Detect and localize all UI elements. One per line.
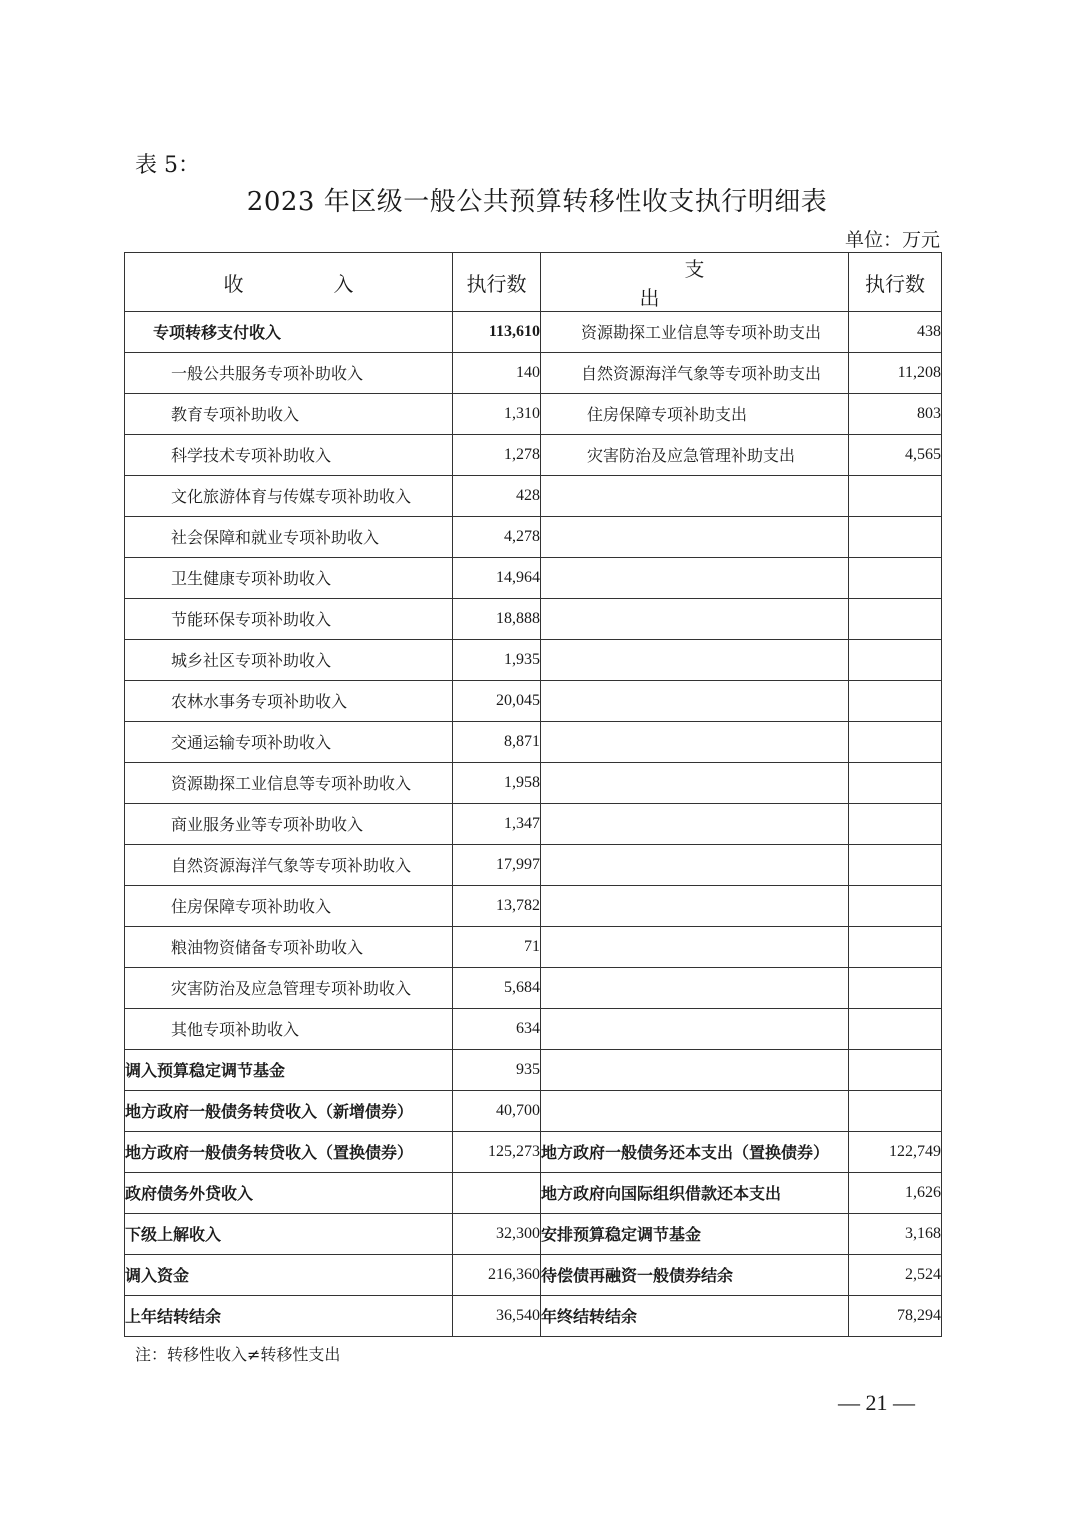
table-number: 表 5： — [135, 153, 200, 178]
expense-item: 住房保障专项补助支出 — [541, 394, 849, 435]
expense-item — [541, 599, 849, 640]
income-item: 政府债务外贷收入 — [125, 1173, 453, 1214]
table-row — [125, 435, 942, 476]
income-amount: 140 — [453, 353, 541, 394]
expense-amount: 122,749 — [849, 1132, 942, 1173]
expense-amount — [849, 1009, 942, 1050]
table-row — [125, 968, 942, 1009]
expense-amount: 1,626 — [849, 1173, 942, 1214]
income-item: 自然资源海洋气象等专项补助收入 — [125, 845, 453, 886]
expense-item — [541, 1050, 849, 1091]
expense-item — [541, 681, 849, 722]
income-amount-header: 执行数 — [453, 253, 541, 312]
income-item: 粮油物资储备专项补助收入 — [125, 927, 453, 968]
expense-item: 资源勘探工业信息等专项补助支出 — [541, 312, 849, 353]
expense-amount — [849, 886, 942, 927]
income-amount: 216,360 — [453, 1255, 541, 1296]
income-item: 一般公共服务专项补助收入 — [125, 353, 453, 394]
income-amount: 36,540 — [453, 1296, 541, 1337]
expense-amount: 438 — [849, 312, 942, 353]
expense-amount: 3,168 — [849, 1214, 942, 1255]
income-item: 社会保障和就业专项补助收入 — [125, 517, 453, 558]
expense-item: 地方政府一般债务还本支出（置换债券） — [541, 1132, 849, 1173]
table-row — [125, 1050, 942, 1091]
table-row — [125, 763, 942, 804]
table-row — [125, 1009, 942, 1050]
table-row — [125, 312, 942, 353]
income-amount: 1,278 — [453, 435, 541, 476]
income-item: 科学技术专项补助收入 — [125, 435, 453, 476]
expense-item — [541, 640, 849, 681]
income-amount: 634 — [453, 1009, 541, 1050]
expense-amount — [849, 1050, 942, 1091]
expense-amount — [849, 681, 942, 722]
expense-amount: 78,294 — [849, 1296, 942, 1337]
expense-item — [541, 1009, 849, 1050]
income-item: 卫生健康专项补助收入 — [125, 558, 453, 599]
income-item: 商业服务业等专项补助收入 — [125, 804, 453, 845]
income-header: 收入 — [125, 253, 453, 312]
income-amount: 17,997 — [453, 845, 541, 886]
income-item: 地方政府一般债务转贷收入（新增债券） — [125, 1091, 453, 1132]
expense-amount — [849, 722, 942, 763]
table-row — [125, 886, 942, 927]
expense-amount — [849, 1091, 942, 1132]
expense-amount — [849, 558, 942, 599]
expense-amount — [849, 763, 942, 804]
expense-item — [541, 804, 849, 845]
income-amount: 1,347 — [453, 804, 541, 845]
expense-amount: 2,524 — [849, 1255, 942, 1296]
page-number: — 21 — — [838, 1390, 915, 1415]
income-amount: 935 — [453, 1050, 541, 1091]
income-amount: 13,782 — [453, 886, 541, 927]
table-note: 注：转移性收入≠转移性支出 — [135, 1345, 341, 1364]
income-amount: 40,700 — [453, 1091, 541, 1132]
income-amount: 113,610 — [453, 312, 541, 353]
expense-item — [541, 968, 849, 1009]
expense-item — [541, 886, 849, 927]
table-row — [125, 640, 942, 681]
income-item: 文化旅游体育与传媒专项补助收入 — [125, 476, 453, 517]
table-row — [125, 804, 942, 845]
expense-amount — [849, 517, 942, 558]
income-item: 灾害防治及应急管理专项补助收入 — [125, 968, 453, 1009]
income-amount: 71 — [453, 927, 541, 968]
expense-item — [541, 1091, 849, 1132]
income-item: 节能环保专项补助收入 — [125, 599, 453, 640]
table-row — [125, 845, 942, 886]
income-amount: 1,958 — [453, 763, 541, 804]
income-item: 地方政府一般债务转贷收入（置换债券） — [125, 1132, 453, 1173]
expense-item — [541, 845, 849, 886]
table-row — [125, 927, 942, 968]
income-amount: 14,964 — [453, 558, 541, 599]
table-row — [125, 1255, 942, 1296]
expense-amount — [849, 640, 942, 681]
income-amount: 8,871 — [453, 722, 541, 763]
table-row — [125, 558, 942, 599]
income-item: 教育专项补助收入 — [125, 394, 453, 435]
expense-amount — [849, 804, 942, 845]
expense-amount — [849, 968, 942, 1009]
income-item: 农林水事务专项补助收入 — [125, 681, 453, 722]
income-amount: 1,935 — [453, 640, 541, 681]
income-item: 交通运输专项补助收入 — [125, 722, 453, 763]
table-row — [125, 517, 942, 558]
table-row — [125, 476, 942, 517]
income-amount: 1,310 — [453, 394, 541, 435]
expense-item — [541, 517, 849, 558]
expense-item: 灾害防治及应急管理补助支出 — [541, 435, 849, 476]
income-item: 下级上解收入 — [125, 1214, 453, 1255]
income-item: 资源勘探工业信息等专项补助收入 — [125, 763, 453, 804]
table-row — [125, 599, 942, 640]
income-amount: 5,684 — [453, 968, 541, 1009]
table-row — [125, 1132, 942, 1173]
income-amount: 4,278 — [453, 517, 541, 558]
expense-item — [541, 722, 849, 763]
table-row — [125, 681, 942, 722]
expense-amount: 11,208 — [849, 353, 942, 394]
income-amount: 18,888 — [453, 599, 541, 640]
income-amount — [453, 1173, 541, 1214]
table-row — [125, 394, 942, 435]
income-item: 上年结转结余 — [125, 1296, 453, 1337]
expense-item: 地方政府向国际组织借款还本支出 — [541, 1173, 849, 1214]
table-row — [125, 1091, 942, 1132]
expense-item: 安排预算稳定调节基金 — [541, 1214, 849, 1255]
table-row — [125, 1173, 942, 1214]
expense-amount — [849, 845, 942, 886]
expense-item — [541, 763, 849, 804]
table-row — [125, 353, 942, 394]
unit-label: 单位：万元 — [844, 229, 940, 251]
expense-amount: 803 — [849, 394, 942, 435]
income-item: 专项转移支付收入 — [125, 312, 453, 353]
expense-item: 待偿债再融资一般债券结余 — [541, 1255, 849, 1296]
income-amount: 20,045 — [453, 681, 541, 722]
expense-item: 年终结转结余 — [541, 1296, 849, 1337]
table-row — [125, 1214, 942, 1255]
header-row — [125, 253, 942, 312]
expense-item — [541, 927, 849, 968]
document-title: 2023 年区级一般公共预算转移性收支执行明细表 — [246, 187, 828, 217]
income-item: 调入预算稳定调节基金 — [125, 1050, 453, 1091]
income-amount: 32,300 — [453, 1214, 541, 1255]
income-item: 城乡社区专项补助收入 — [125, 640, 453, 681]
expense-amount — [849, 599, 942, 640]
income-item: 其他专项补助收入 — [125, 1009, 453, 1050]
income-amount: 428 — [453, 476, 541, 517]
expense-item: 自然资源海洋气象等专项补助支出 — [541, 353, 849, 394]
expense-amount-header: 执行数 — [849, 253, 942, 312]
table-row — [125, 722, 942, 763]
income-amount: 125,273 — [453, 1132, 541, 1173]
expense-amount — [849, 927, 942, 968]
expense-amount — [849, 476, 942, 517]
expense-amount: 4,565 — [849, 435, 942, 476]
budget-table — [124, 252, 942, 1337]
table-row — [125, 1296, 942, 1337]
expense-item — [541, 476, 849, 517]
income-item: 调入资金 — [125, 1255, 453, 1296]
expense-header: 支出 — [541, 253, 849, 312]
income-item: 住房保障专项补助收入 — [125, 886, 453, 927]
expense-item — [541, 558, 849, 599]
